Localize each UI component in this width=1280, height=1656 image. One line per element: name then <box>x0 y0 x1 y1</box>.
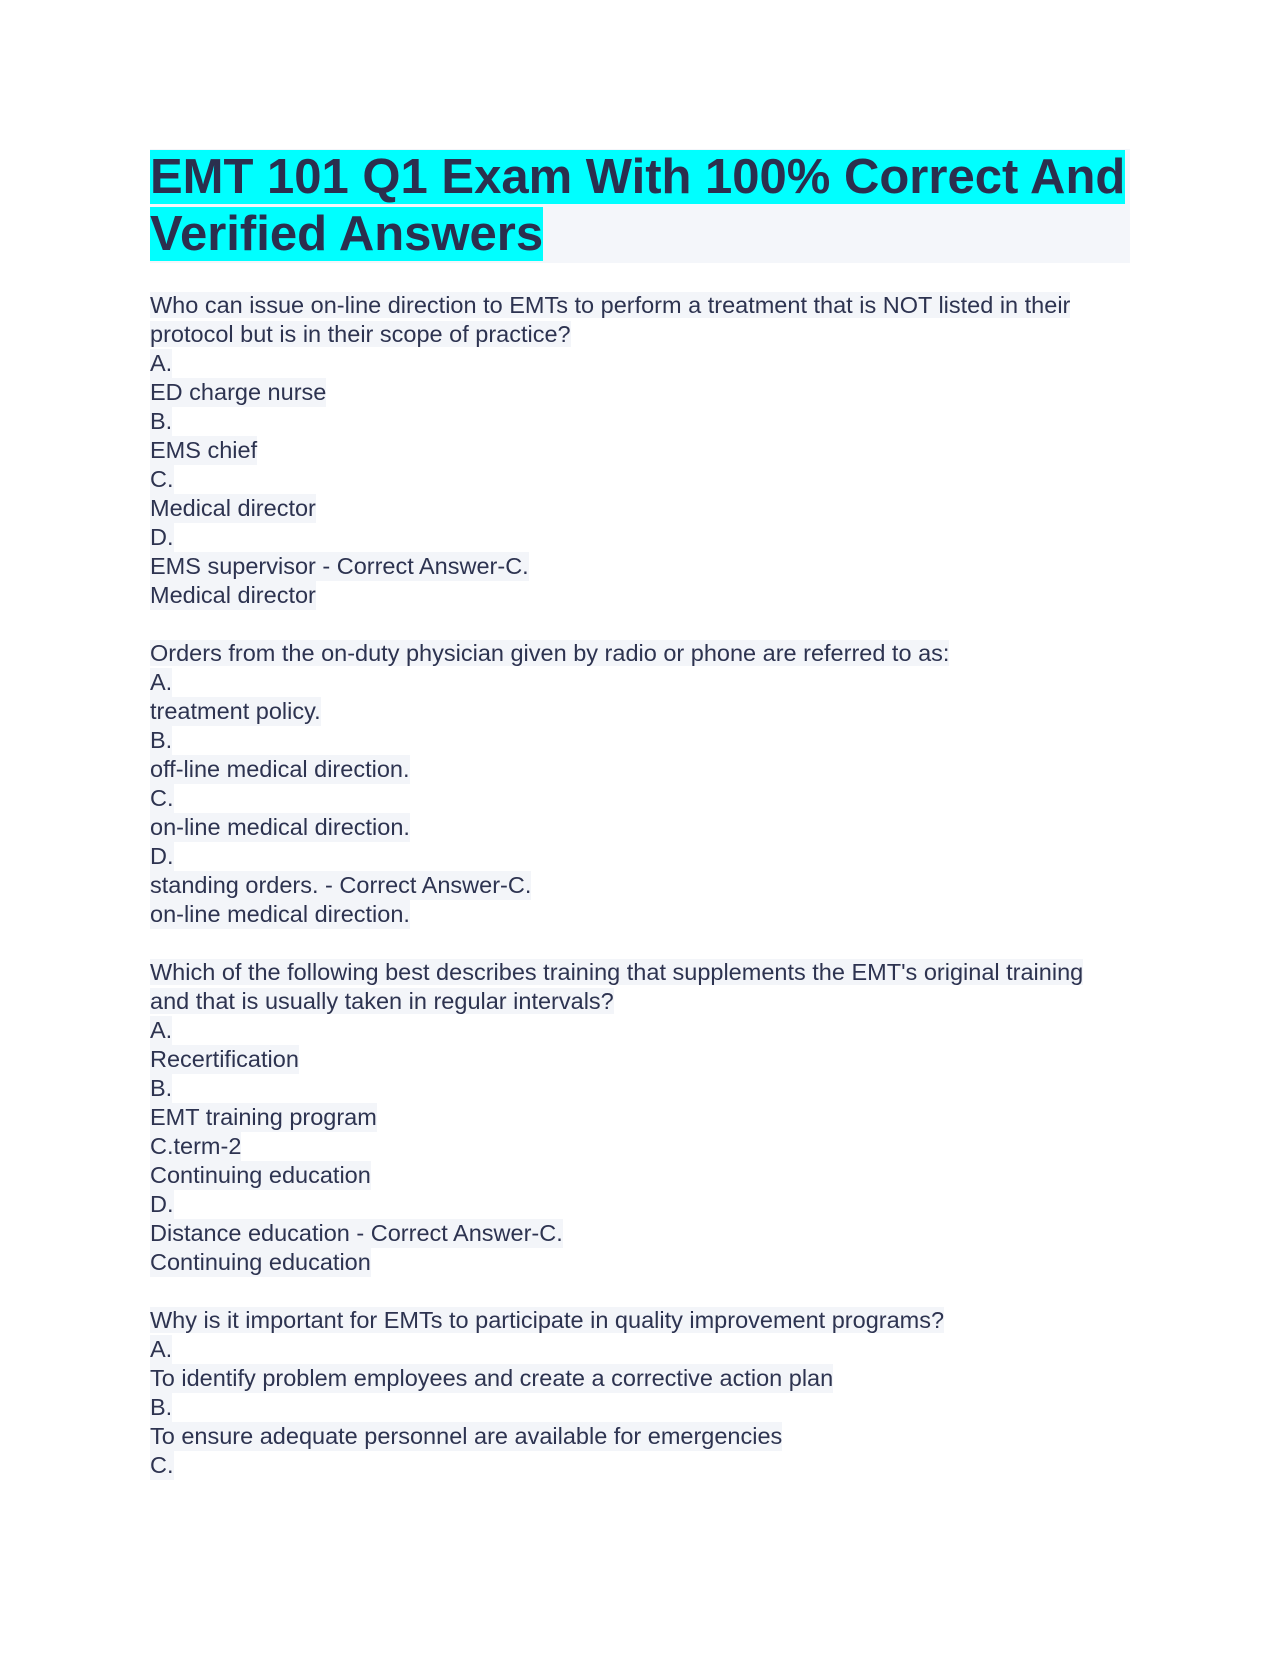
question-text-content: Why is it important for EMTs to participate in quality improvement programs? <box>150 1307 945 1333</box>
answer-line: on-line medical direction. <box>150 901 410 927</box>
document-page <box>150 149 1130 1480</box>
answer-line: Continuing education <box>150 1162 371 1188</box>
option-letter: C. <box>150 466 174 492</box>
question-block <box>150 958 1130 1277</box>
answer-key-line: EMS supervisor - Correct Answer-C. <box>150 553 529 579</box>
answer-line: Medical director <box>150 495 316 521</box>
question-text <box>150 1306 1090 1335</box>
answer-line: To ensure adequate personnel are available for emergencies <box>150 1423 783 1449</box>
question-block <box>150 291 1130 610</box>
answer-line: Continuing education <box>150 1249 371 1275</box>
answer-key-line: Distance education - Correct Answer-C. <box>150 1220 563 1246</box>
question-list <box>150 291 1130 1480</box>
answer-line: Recertification <box>150 1046 299 1072</box>
option-letter: B. <box>150 408 173 434</box>
answer-line: Medical director <box>150 582 316 608</box>
option-letter: B. <box>150 1075 173 1101</box>
question-block <box>150 1306 1130 1480</box>
answer-line: EMT training program <box>150 1104 377 1130</box>
option-letter: C. <box>150 1452 174 1478</box>
answer-line: ED charge nurse <box>150 379 327 405</box>
question-text-content: Orders from the on-duty physician given by radio or phone are referred to as: <box>150 640 950 666</box>
document-title: EMT 101 Q1 Exam With 100% Correct And Verified Answers <box>150 150 1126 261</box>
question-text <box>150 639 1090 668</box>
option-letter: A. <box>150 350 173 376</box>
question-block <box>150 639 1130 929</box>
option-letter: A. <box>150 1017 173 1043</box>
answer-line: EMS chief <box>150 437 258 463</box>
option-letter: B. <box>150 1394 173 1420</box>
option-letter: D. <box>150 1191 174 1217</box>
question-text <box>150 291 1090 349</box>
title-block <box>150 149 1130 263</box>
answer-line: on-line medical direction. <box>150 814 410 840</box>
question-text <box>150 958 1090 1016</box>
answer-line: treatment policy. <box>150 698 321 724</box>
question-text-content: Who can issue on-line direction to EMTs to perform a treatment that is NOT listed in their protocol but is in their scope of practice? <box>150 292 1071 347</box>
option-letter: A. <box>150 669 173 695</box>
answer-line: To identify problem employees and create a corrective action plan <box>150 1365 834 1391</box>
option-letter: D. <box>150 524 174 550</box>
question-text-content: Which of the following best describes training that supplements the EMT's original training and that is usually taken in regular intervals? <box>150 959 1084 1014</box>
answer-key-line: standing orders. - Correct Answer-C. <box>150 872 532 898</box>
option-letter: B. <box>150 727 173 753</box>
option-letter: C.term-2 <box>150 1133 242 1159</box>
option-letter: A. <box>150 1336 173 1362</box>
answer-line: off-line medical direction. <box>150 756 410 782</box>
option-letter: D. <box>150 843 174 869</box>
option-letter: C. <box>150 785 174 811</box>
